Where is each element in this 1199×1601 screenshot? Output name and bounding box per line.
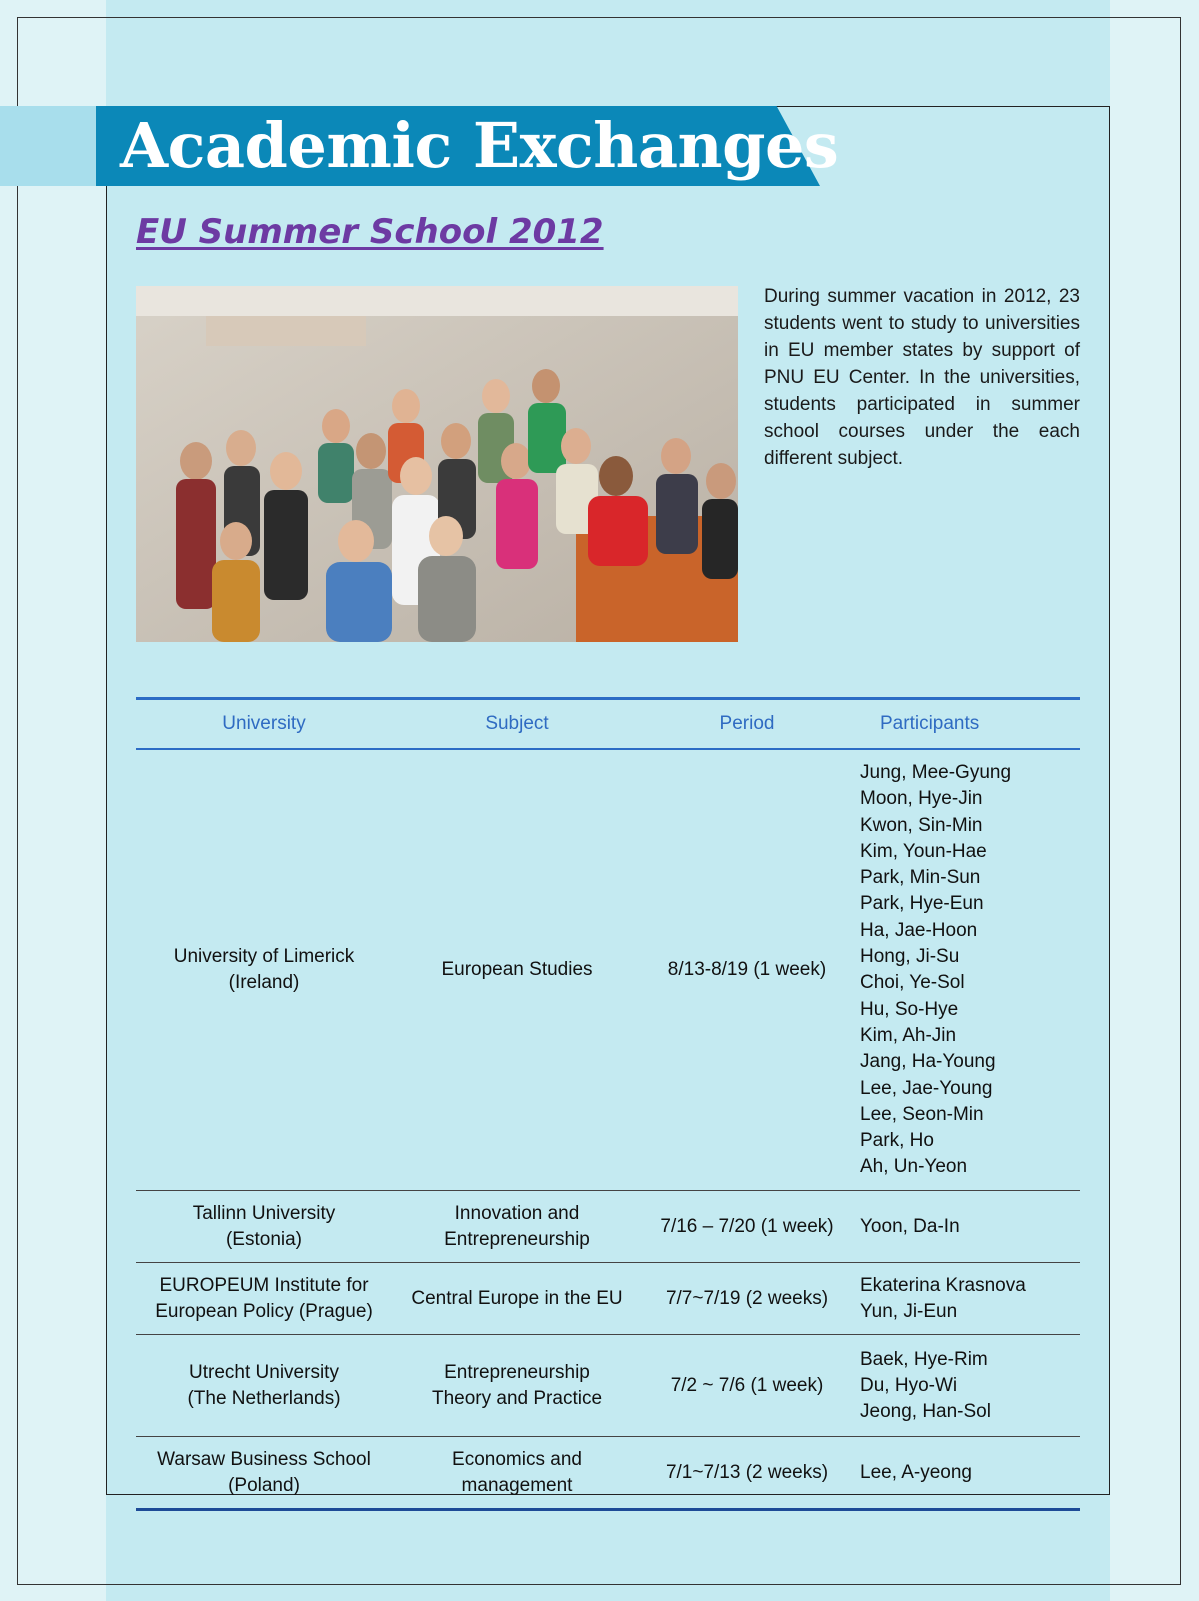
university-country: (Poland)	[228, 1475, 300, 1497]
participant-name: Ah, Un-Yeon	[860, 1156, 968, 1178]
subject-line: Innovation and	[454, 1202, 580, 1224]
participant-name: Yun, Ji-Eun	[860, 1301, 958, 1323]
university-name: Warsaw Business School	[157, 1449, 371, 1471]
group-photo	[136, 286, 738, 642]
subject-line: Entrepreneurship	[444, 1362, 590, 1384]
section-title: EU Summer School 2012	[136, 212, 604, 252]
university-name: Tallinn University	[192, 1202, 336, 1224]
university-cell	[136, 1437, 392, 1510]
participant-name: Choi, Ye-Sol	[860, 972, 965, 994]
intro-paragraph: During summer vacation in 2012, 23 students went to study to universities in EU member states by support of PNU EU Center. In the universities, students participated in summer school courses under the each different subject.	[764, 286, 1080, 469]
participant-name: Ekaterina Krasnova	[860, 1274, 1026, 1296]
participant-list	[860, 1460, 1080, 1486]
university-country: European Policy (Prague)	[155, 1301, 373, 1323]
period-cell: 7/7~7/19 (2 weeks)	[642, 1262, 852, 1335]
participant-name: Lee, Seon-Min	[860, 1103, 984, 1125]
table-row	[136, 1335, 1080, 1437]
participant-name: Moon, Hye-Jin	[860, 788, 983, 810]
subject-line: Entrepreneurship	[444, 1228, 590, 1250]
university-cell	[136, 1262, 392, 1335]
participant-name: Park, Min-Sun	[860, 867, 981, 889]
university-country: (The Netherlands)	[187, 1388, 341, 1410]
subject-line: European Studies	[441, 959, 593, 981]
subject-cell	[392, 1262, 642, 1335]
participant-name: Jung, Mee-Gyung	[860, 762, 1012, 783]
participant-name: Yoon, Da-In	[860, 1215, 960, 1237]
column-header-subject: Subject	[392, 699, 642, 750]
university-country: (Ireland)	[228, 972, 300, 994]
participant-name: Park, Ho	[860, 1130, 934, 1152]
university-name: Utrecht University	[189, 1362, 339, 1384]
participant-name: Jang, Ha-Young	[860, 1051, 996, 1073]
participant-list	[860, 760, 1080, 1181]
table-row	[136, 749, 1080, 1190]
column-header-period: Period	[642, 699, 852, 750]
table-row	[136, 1190, 1080, 1262]
participant-name: Du, Hyo-Wi	[860, 1375, 958, 1397]
table-row	[136, 1262, 1080, 1335]
participants-cell	[852, 1190, 1080, 1262]
exchange-table	[136, 697, 1080, 1511]
column-header-participants: Participants	[852, 699, 1080, 750]
participant-name: Hong, Ji-Su	[860, 946, 960, 968]
subject-cell	[392, 1335, 642, 1437]
participant-name: Ha, Jae-Hoon	[860, 919, 978, 941]
subject-cell	[392, 749, 642, 1190]
university-cell	[136, 1190, 392, 1262]
participants-cell	[852, 1335, 1080, 1437]
participants-cell	[852, 749, 1080, 1190]
column-header-university: University	[136, 699, 392, 750]
table-header-row	[136, 699, 1080, 750]
university-country: (Estonia)	[225, 1228, 303, 1250]
participant-name: Park, Hye-Eun	[860, 893, 984, 915]
participant-list	[860, 1214, 1080, 1240]
participants-cell	[852, 1437, 1080, 1510]
participant-list	[860, 1347, 1080, 1426]
subject-cell	[392, 1190, 642, 1262]
subject-cell	[392, 1437, 642, 1510]
period-cell: 8/13-8/19 (1 week)	[642, 749, 852, 1190]
period-cell: 7/1~7/13 (2 weeks)	[665, 1462, 829, 1484]
university-name: EUROPEUM Institute for	[159, 1275, 369, 1297]
group-photo-image	[136, 286, 738, 642]
period-cell: 7/16 – 7/20 (1 week)	[642, 1190, 852, 1262]
subject-line: management	[461, 1475, 573, 1497]
university-name: University of Limerick	[173, 946, 355, 968]
participant-name: Baek, Hye-Rim	[860, 1348, 988, 1370]
participant-list	[860, 1273, 1080, 1326]
participant-name: Kim, Ah-Jin	[860, 1024, 957, 1046]
university-cell	[136, 749, 392, 1190]
participant-name: Hu, So-Hye	[860, 998, 959, 1020]
subject-line: Economics and	[452, 1449, 582, 1471]
participant-name: Jeong, Han-Sol	[860, 1401, 991, 1423]
university-cell	[136, 1335, 392, 1437]
period-cell: 7/2 ~ 7/6 (1 week)	[642, 1335, 852, 1437]
participant-name: Lee, Jae-Young	[860, 1077, 993, 1099]
participant-name: Kim, Youn-Hae	[860, 840, 987, 862]
table-row	[136, 1437, 1080, 1510]
subject-line: Theory and Practice	[431, 1388, 603, 1410]
page-title: Academic Exchanges	[120, 109, 839, 182]
participants-cell	[852, 1262, 1080, 1335]
title-banner-accent	[0, 106, 106, 186]
participant-name: Kwon, Sin-Min	[860, 814, 983, 836]
subject-line: Central Europe in the EU	[411, 1288, 623, 1310]
participant-name: Lee, A-yeong	[860, 1462, 972, 1484]
